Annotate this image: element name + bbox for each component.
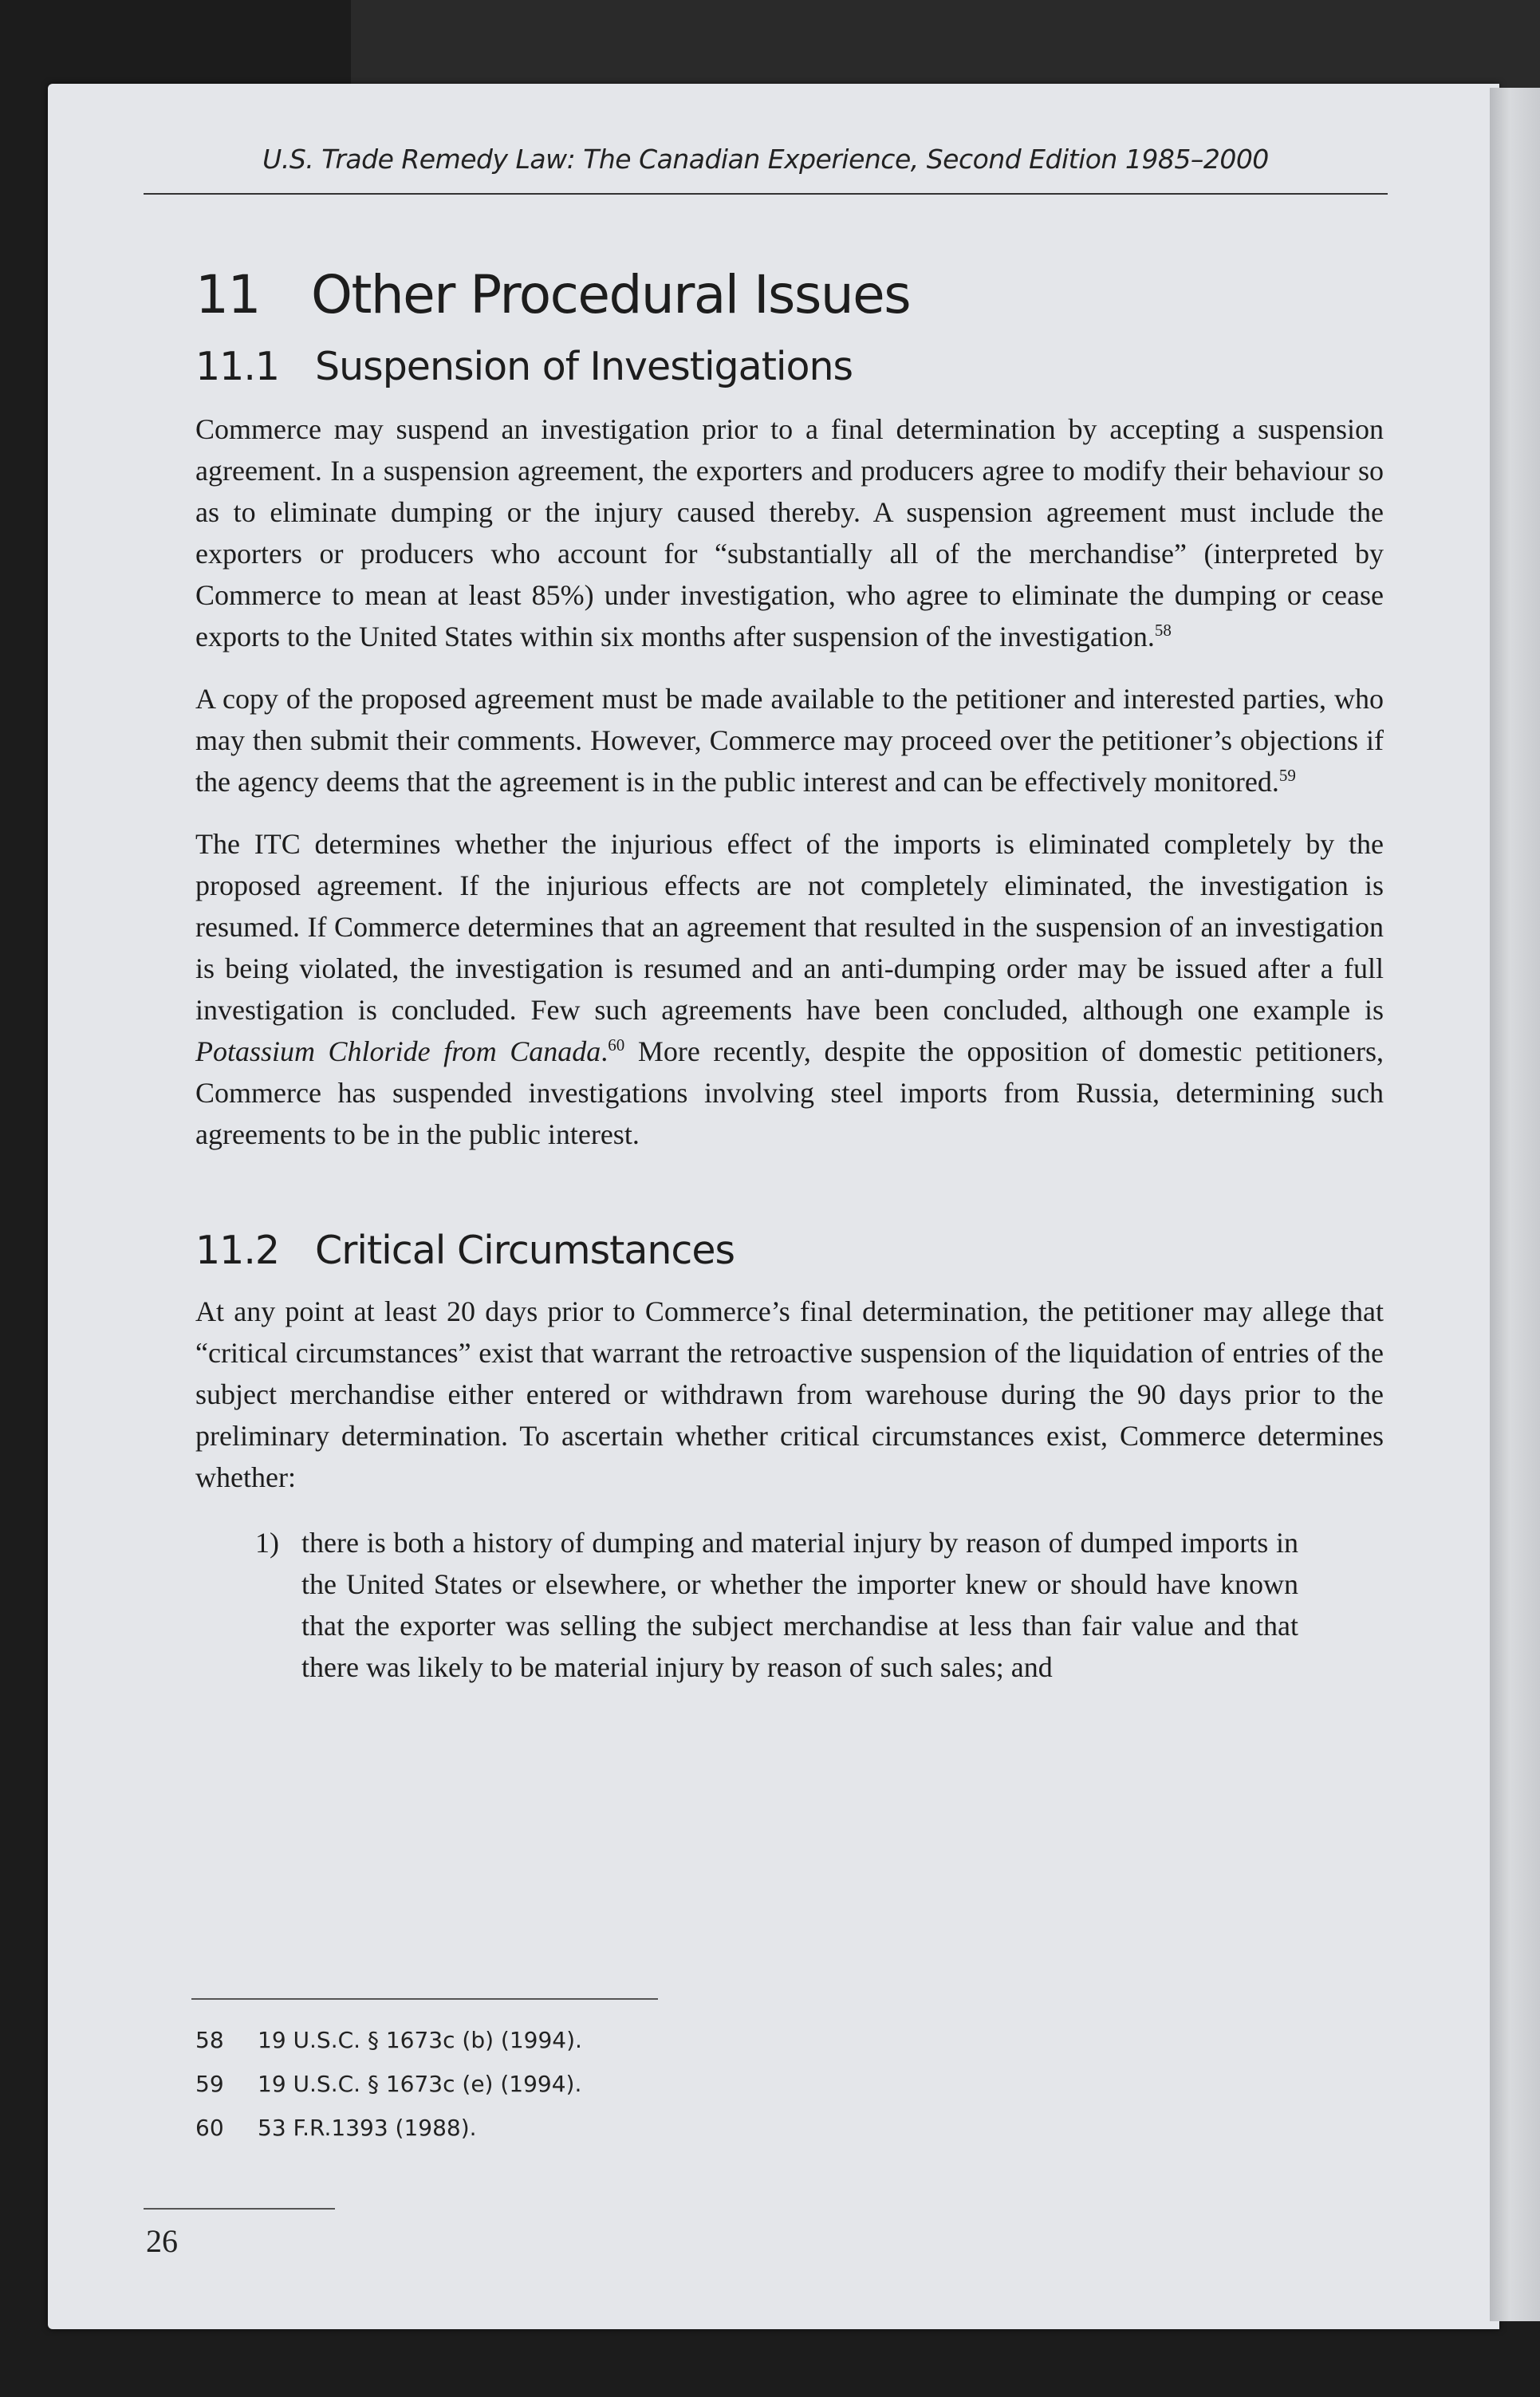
section-number: 11.1 — [195, 344, 280, 389]
footnote-ref: 58 — [1154, 621, 1172, 640]
paragraph — [195, 823, 1384, 1155]
paragraph-text: More recently, despite the opposition of domestic petitioners, Commerce has suspended investigations involving steel imports from Russia, determining such agreements to be in the public interest. — [195, 1035, 1384, 1150]
paragraph-text: A copy of the proposed agreement must be made available to the petitioner and interested parties, who may then submit their comments. However, Commerce may proceed over the petitioner’s objections if the agency deems that the agreement is in the public interest and can be effectively monitored. — [195, 683, 1384, 798]
paragraph-text: Commerce may suspend an investigation prior to a final determination by accepting a suspension agreement. In a suspension agreement, the exporters and producers agree to modify their behaviour so as to eliminate dumping or the injury caused thereby. A suspension agreement must include the exporters or producers who account for “substantially all of the merchandise” (interpreted by Commerce to mean at least 85%) under investigation, who agree to eliminate the dumping or cease exports to the United States within six months after suspension of the investigation. — [195, 413, 1384, 652]
running-header-title: U.S. Trade Remedy Law: The Canadian Experience, Second Edition 1985–2000 — [262, 144, 1269, 175]
paragraph — [195, 678, 1384, 802]
footnote-number: 58 — [195, 2027, 224, 2053]
footnote-ref: 60 — [608, 1035, 625, 1055]
paragraph — [195, 408, 1384, 657]
paragraph: At any point at least 20 days prior to Commerce’s final determination, the petitioner may allege that “critical circumstances” exist that warrant the retroactive suspension of the liquidation of entries of the subject merchandise either entered or withdrawn from warehouse during the 90 days prior to the preliminary determination. To ascertain whether critical circumstances exist, Commerce determines whether: — [195, 1295, 1384, 1493]
list-text: there is both a history of dumping and material injury by reason of dumped imports in the United States or elsewhere, or whether the importer knew or should have known that the exporter was selling the subject merchandise at less than fair value and that there was likely to be material injury by reason of such sales; and — [301, 1527, 1298, 1683]
footnote-number: 60 — [195, 2115, 224, 2141]
footnote-divider — [191, 1998, 658, 2000]
section-title: Suspension of Investigations — [315, 344, 853, 389]
paragraph-text: . — [601, 1035, 609, 1067]
section-number: 11.2 — [195, 1228, 280, 1273]
facing-page-edge — [1490, 88, 1540, 2321]
paragraph-text: The ITC determines whether the injurious effect of the imports is eliminated completely by the proposed agreement. If the injurious effects are not completely eliminated, the investigation is resumed. If Commerce determines that an agreement that resulted in the suspension of an investigation is being violated, the investigation is resumed and an anti-dumping order may be issued after a full investigation is concluded. Few such agreements have been concluded, although one example is — [195, 828, 1384, 1026]
footnotes — [195, 2018, 582, 2150]
list-number: 1) — [255, 1527, 279, 1559]
footnote — [195, 2106, 582, 2150]
page-number: 26 — [146, 2223, 178, 2259]
running-header — [144, 137, 1388, 195]
footnote-text: 19 U.S.C. § 1673c (b) (1994). — [258, 2027, 582, 2053]
chapter-heading — [195, 255, 1384, 335]
section-heading-11-1 — [195, 335, 1384, 399]
background-top — [351, 0, 1540, 88]
page-number-divider — [144, 2208, 335, 2210]
case-name: Potassium Chloride from Canada — [195, 1035, 601, 1067]
footnote-text: 53 F.R.1393 (1988). — [258, 2115, 477, 2141]
section-heading-11-2 — [195, 1219, 1384, 1283]
page-content — [195, 255, 1384, 1688]
footnote — [195, 2018, 582, 2062]
footnote-number: 59 — [195, 2071, 224, 2097]
footnote — [195, 2062, 582, 2106]
chapter-number: 11 — [195, 264, 260, 325]
footnote-text: 19 U.S.C. § 1673c (e) (1994). — [258, 2071, 582, 2097]
section-title: Critical Circumstances — [315, 1228, 735, 1273]
list-item — [195, 1522, 1384, 1688]
chapter-title: Other Procedural Issues — [311, 264, 911, 325]
footnote-ref: 59 — [1278, 766, 1296, 785]
